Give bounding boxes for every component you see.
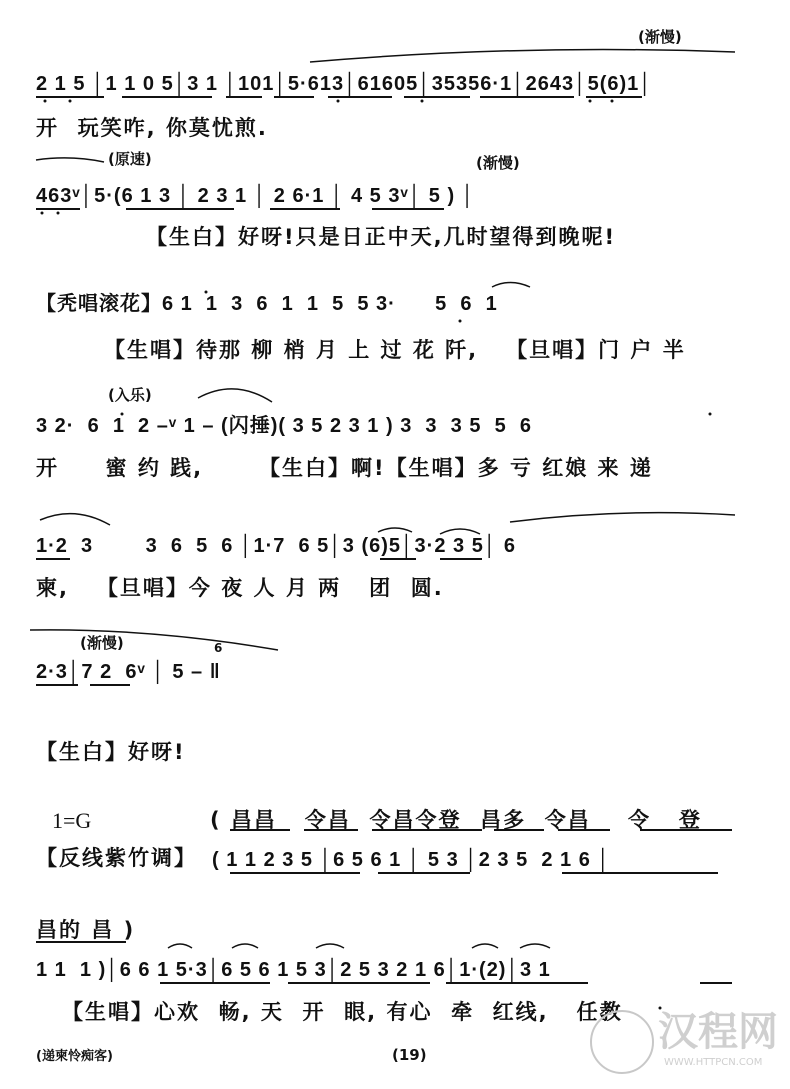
notation-line: ( 1 1 2 3 5 │6 5 6 1 │ 5 3 │2 3 5 2 1 6 │ <box>212 849 611 871</box>
lyrics-line: 【生唱】心欢 畅, 天 开 眼, 有心 牵 红线, 任教 <box>62 1000 623 1024</box>
tune-label: 【反线紫竹调】 <box>36 846 197 870</box>
notation-line: 1 1 1 )│6 6 1 5·3│6 5 6 1 5 3│2 5 3 2 1 6│1·(2)│3 1 <box>36 959 551 981</box>
notation-line: 2 1 5 │1 1 0 5│3 1 │101│5·613│61605│35356·1│2643│5(6)1│ <box>36 73 653 95</box>
notation-line: 【秃唱滚花】6 1 1 3 6 1 1 5 5 3· 5 6 1 <box>36 293 498 315</box>
footer-title: (递柬怜痴客) <box>36 1049 113 1064</box>
lyrics-line: 【生白】好呀!只是日正中天,几时望得到晚呢! <box>146 225 617 249</box>
tempo-mark: (原速) <box>108 150 152 168</box>
percussion-line: 昌的 昌 ) <box>36 918 136 942</box>
lyrics-line: 开 蜜 约 践, 【生白】啊!【生唱】多 亏 红娘 来 递 <box>36 456 653 480</box>
notation-line: 2·3│7 2 6ᵛ │ 5 – ‖ <box>36 661 221 683</box>
tempo-mark: (渐慢) <box>638 28 682 46</box>
notation-line: 1·2 3 3 6 5 6 │1·7 6 5│3 (6)5│3·2 3 5│ 6 <box>36 535 516 557</box>
tempo-mark: (渐慢) <box>476 154 520 172</box>
lyrics-line: 柬, 【旦唱】今 夜 人 月 两 团 圆. <box>36 576 444 600</box>
key-signature: 1=G <box>52 808 92 833</box>
grace-note: 6 <box>214 641 223 655</box>
percussion-line: ( 昌昌 令昌 令昌令登 昌多 令昌 令 登 <box>210 808 702 832</box>
lyrics-line: 【生唱】待那 柳 梢 月 上 过 花 阡, 【旦唱】门 户 半 <box>104 338 686 362</box>
notation-line: 3 2· 6 1 2 –ᵛ 1 – (闪捶)( 3 5 2 3 1 ) 3 3 3 5 5 6 <box>36 415 532 437</box>
page-number: (19) <box>392 1046 427 1064</box>
lyrics-line: 开 玩笑咋, 你莫忧煎. <box>36 116 268 140</box>
tempo-mark: (入乐) <box>108 386 152 404</box>
watermark-url: WWW.HTTPCN.COM <box>664 1057 763 1068</box>
tempo-mark: (渐慢) <box>80 634 124 652</box>
notation-line: 463ᵛ│5·(6 1 3 │ 2 3 1 │ 2 6·1 │ 4 5 3ᵛ│ 5 ) │ <box>36 185 476 207</box>
spoken-line: 【生白】好呀! <box>36 740 186 764</box>
watermark: 汉程网 <box>658 1009 778 1055</box>
